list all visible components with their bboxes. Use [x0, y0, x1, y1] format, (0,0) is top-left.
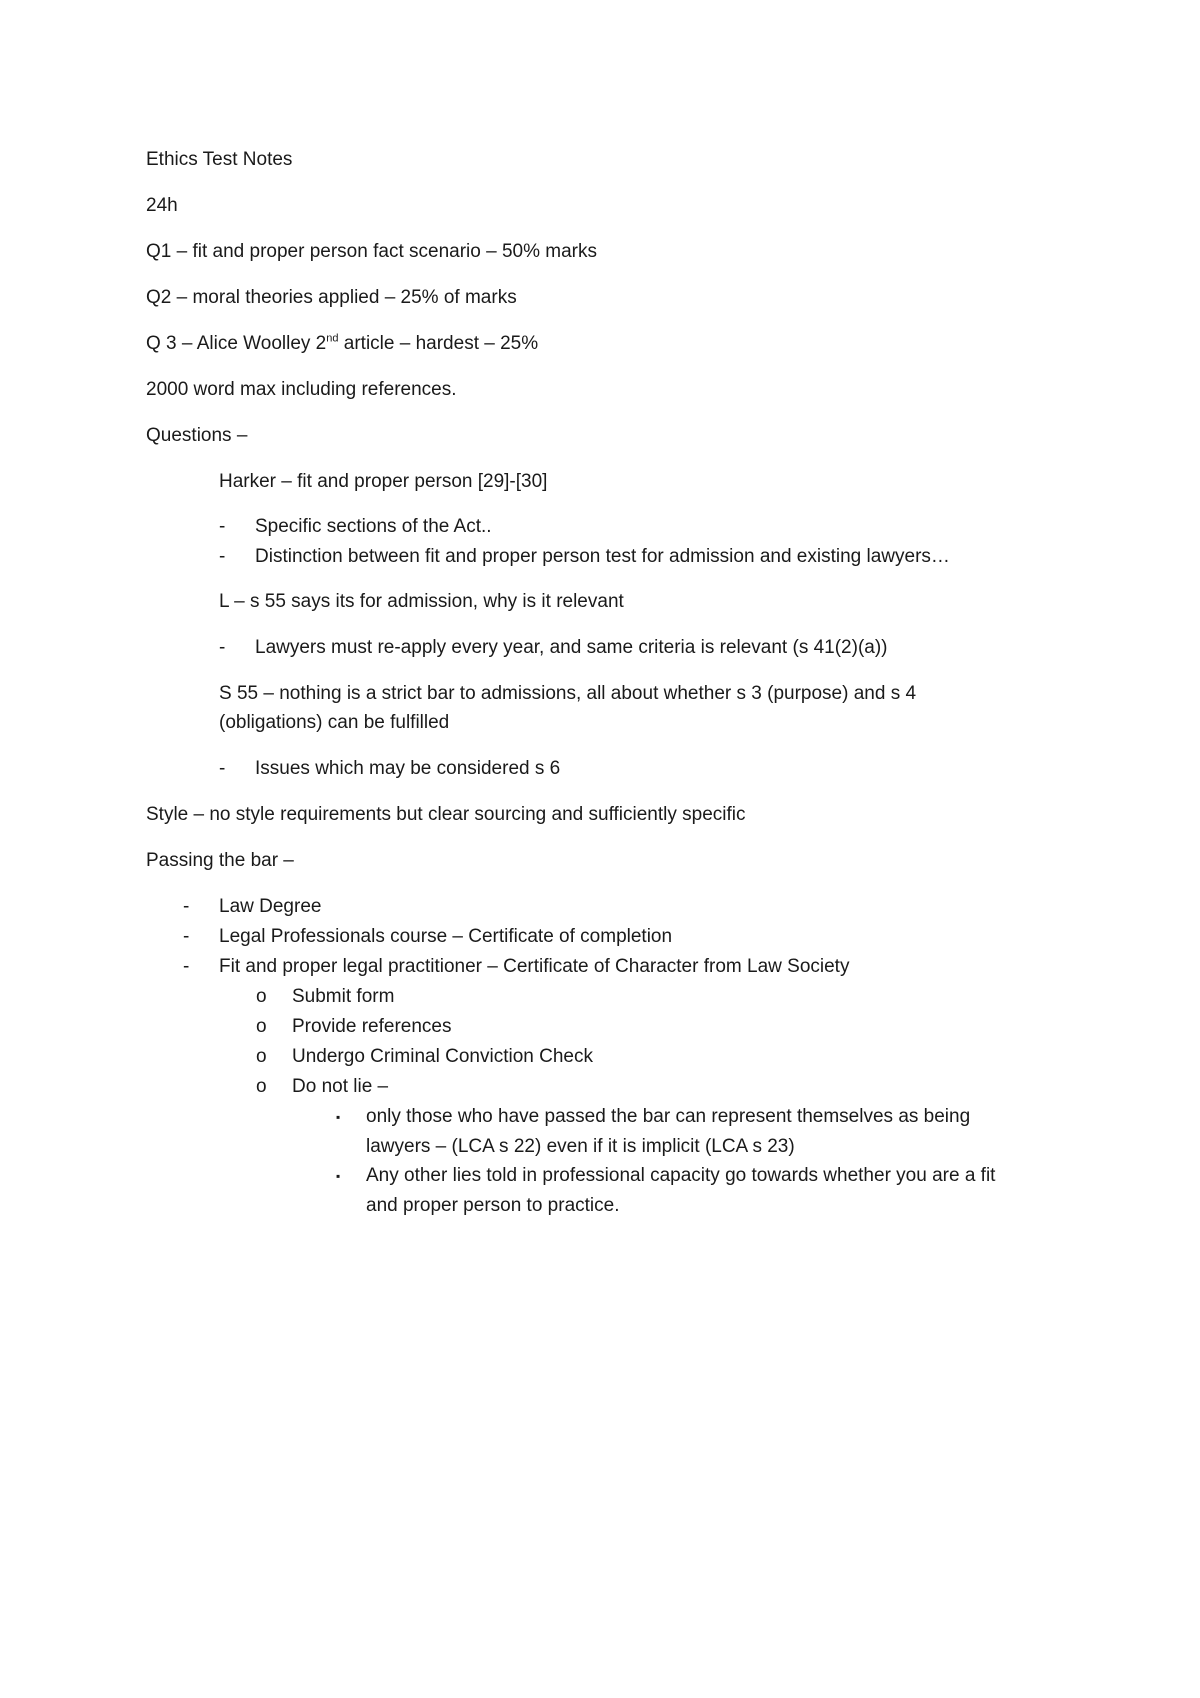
sub-sub-point-2-line-2: and proper person to practice.: [366, 1195, 620, 1216]
style-line: Style – no style requirements but clear sourcing and sufficiently specific: [146, 804, 746, 825]
q3-post: – hardest – 25%: [394, 333, 539, 354]
circle-marker: o: [256, 1016, 267, 1037]
dash-marker: -: [183, 956, 190, 977]
passing-point-1: Law Degree: [219, 896, 322, 917]
dash-marker: -: [219, 516, 226, 537]
sub-point-4: Do not lie –: [292, 1076, 389, 1097]
dash-marker: -: [219, 637, 226, 658]
l-point-1: Lawyers must re-apply every year, and same criteria is relevant (s 41(2)(a)): [255, 637, 888, 658]
circle-marker: o: [256, 1076, 267, 1097]
l-line: L – s 55 says its for admission, why is it relevant: [219, 591, 624, 612]
passing-point-2: Legal Professionals course – Certificate of completion: [219, 926, 673, 947]
sub-sub-point-1-line-1: only those who have passed the bar can represent themselves as being: [366, 1106, 971, 1127]
q3-pre: – Alice Woolley 2: [176, 333, 327, 354]
question-3: [146, 332, 538, 356]
circle-marker: o: [256, 1046, 267, 1067]
q2-label: Q2: [146, 287, 172, 308]
question-2: [146, 286, 517, 310]
square-marker: ▪: [336, 1110, 341, 1124]
s55-line-2: (obligations) can be fulfilled: [219, 712, 450, 733]
harker-line: Harker – fit and proper person [29]-[30]: [219, 471, 548, 492]
passing-point-3: Fit and proper legal practitioner – Certificate of Character from Law Society: [219, 956, 850, 977]
q1-label: Q1: [146, 241, 172, 262]
q3-post-bold: article: [338, 333, 395, 354]
passing-heading: Passing the bar –: [146, 850, 294, 871]
harker-point-2: Distinction between fit and proper person test for admission and existing lawyers…: [255, 546, 950, 567]
s55-line-1: S 55 – nothing is a strict bar to admissions, all about whether s 3 (purpose) and s 4: [219, 683, 917, 704]
word-limit: 2000 word max including references.: [146, 379, 457, 400]
doc-title: Ethics Test Notes: [146, 149, 293, 170]
sub-sub-point-1-line-2: lawyers – (LCA s 22) even if it is implicit (LCA s 23): [366, 1136, 795, 1157]
sub-point-3: Undergo Criminal Conviction Check: [292, 1046, 593, 1067]
circle-marker: o: [256, 986, 267, 1007]
q1-text: – fit and proper person fact scenario – 50% marks: [171, 241, 597, 262]
q3-label: Q 3: [146, 333, 177, 354]
dash-marker: -: [219, 546, 226, 567]
question-1: [146, 240, 597, 264]
square-marker: ▪: [336, 1169, 341, 1183]
q2-text: – moral theories applied – 25% of marks: [171, 287, 517, 308]
dash-marker: -: [183, 926, 190, 947]
sub-point-2: Provide references: [292, 1016, 452, 1037]
dash-marker: -: [183, 896, 190, 917]
time-limit: 24h: [146, 195, 178, 216]
q3-sup: nd: [326, 332, 339, 345]
questions-heading: Questions –: [146, 425, 248, 446]
harker-point-1: Specific sections of the Act..: [255, 516, 492, 537]
sub-sub-point-2-line-1: Any other lies told in professional capacity go towards whether you are a fit: [366, 1165, 996, 1186]
sub-point-1: Submit form: [292, 986, 395, 1007]
dash-marker: -: [219, 758, 226, 779]
s55-point-1: Issues which may be considered s 6: [255, 758, 561, 779]
